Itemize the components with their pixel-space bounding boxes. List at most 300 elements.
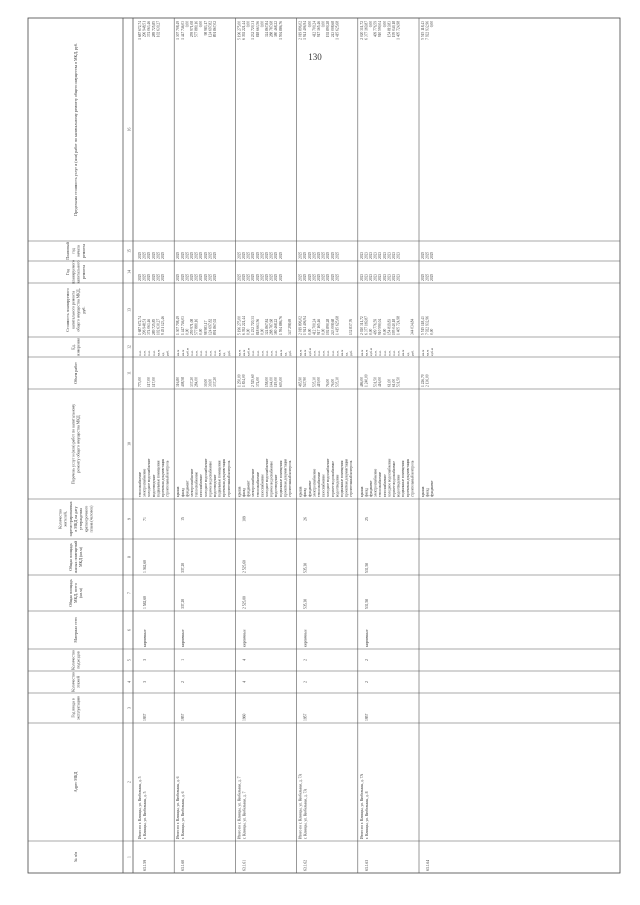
header-cell: Стоимость планируемого [65,288,71,332]
work-limit: 0,00 [260,21,265,28]
work-cost: 1 232 720,31 [251,316,256,335]
work-item: проектная документация [161,458,165,497]
capital-repair-table [28,18,620,873]
header-cell: Материал стен [73,617,78,643]
header-cell: жилых помещений [73,540,78,574]
header-cell: МКД, всего [73,583,78,603]
work-volume: 337,20 [213,377,217,387]
work-volume: 486,00 [359,377,364,387]
column-number: 4 [127,681,132,683]
work-item: горячее водоснабжение [392,461,396,497]
work-cost: 102 630,27 [156,318,161,335]
work-unit: п.м. [194,350,199,356]
row-address: г. Клинцы, ул. Кюбельвая, д. 5 [143,791,147,839]
row-floors: 2 [364,681,369,683]
row-material: кирпичные [303,629,308,647]
table-frame [28,18,620,873]
work-start-year: 2025 [246,251,251,259]
work-unit: куб.м [430,348,435,356]
work-volume: 547,90 [303,377,308,387]
work-year: 2025 [265,273,269,281]
work-cost: 5 515 118,43 [421,316,425,335]
work-start-year: 2025 [208,251,213,259]
work-start-year: 2025 [237,251,242,259]
work-cost: 374 063,46 [147,318,152,335]
header-cell: Адрес МКД [73,771,78,793]
work-unit: п.м. [147,350,152,356]
work-year: 2025 [303,273,308,281]
header-cell: утверждения [78,507,84,531]
work-item: фундамент [246,480,251,497]
work-volume: 119,00 [274,377,279,387]
work-year: 2025 [255,273,260,281]
column-number: 14 [127,270,132,274]
row-year: 1957 [364,713,369,721]
column-number: 7 [127,592,132,594]
work-unit: кв.м [242,349,246,356]
work-limit: 910 590,04 [378,21,383,38]
work-start-year: 2023 [364,251,369,259]
work-limit: 243 008,68 [330,21,335,38]
row-entrances: 2 [303,659,308,661]
work-limit: 0,00 [199,21,204,28]
row-address: г. Клинцы, ул. Кюбельвая, д. 8 [364,791,369,839]
work-limit: 0,00 [382,21,387,28]
work-year: 2025 [421,273,425,281]
work-item: водоотведение [335,474,340,497]
work-cost: 98 983,17 [203,320,208,335]
row-total-label: Итого по г. Клинцы, ул. Кюбельвая, д. 7А [359,773,364,839]
work-start-year: 2025 [335,251,340,259]
work-start-year: 2025 [298,251,303,259]
work-cost: 344 034,84 [410,318,415,335]
header-cell: жителей, [62,511,68,527]
column-number: 8 [127,556,132,558]
work-item: газоснабжение [321,474,326,497]
header-cell: (кв.м) [78,587,84,599]
row-residents: 71 [143,517,147,521]
work-volume: 284,00 [194,377,199,387]
row-entrances: 3 [143,659,147,661]
work-limit: 296 948,51 [142,21,147,38]
column-number: 2 [127,781,132,783]
work-item: холодное водоснабжение [387,458,392,497]
row-id: 63.1.61 [242,859,247,871]
work-start-year: 2025 [194,251,199,259]
work-cost: 154 819,83 [387,318,392,335]
header-cell: в МКД на дату [73,506,78,532]
work-year: 2025 [326,273,331,281]
work-unit: п.м. [251,350,256,356]
column-number: 10 [127,442,132,446]
column-number: 1 [127,856,132,858]
work-limit: 577 880,16 [194,21,199,38]
work-item: горячее водоснабжение [330,461,335,497]
work-year: 2025 [138,273,142,281]
work-limit: 195 040,18 [392,21,396,38]
row-area-living: 535,30 [303,562,308,573]
work-cost: 296 948,51 [142,318,147,335]
header-cell: Предельная стоимость услуг и (или) работ по капитальному ремонту общего имущества в МКД, руб. [73,43,78,216]
work-unit: кв.м [340,349,344,356]
row-material: кирпичные [181,629,186,647]
work-start-year: 2025 [321,251,326,259]
work-year: 2025 [246,273,251,281]
header-cell: Перечень услуг и (или) работ по капитальному [70,403,76,485]
work-unit: руб. [410,350,415,356]
work-year: 2025 [151,273,156,281]
row-total-label: Итого по г. Клинцы, ул. Кюбельвая, д. 6 [176,776,181,839]
work-year: 2025 [321,273,326,281]
work-cost: 259 971,08 [190,318,194,335]
work-start-year: 2023 [396,251,401,259]
work-unit: кв.м [217,349,222,356]
work-item: проектная документация [405,458,410,497]
work-item: крыша [359,486,364,497]
work-cost: 1 405 724,98 [396,316,401,335]
work-volume: 61,00 [392,378,396,387]
row-material: кирпичные [242,629,247,647]
work-start-year: 2025 [156,251,161,259]
work-limit: 6 377 169,87 [364,21,369,40]
work-item: электроснабжение [190,468,194,497]
work-unit: п.м. [265,350,269,356]
work-year: 2025 [203,273,208,281]
row-floors: 2 [303,681,308,683]
work-year: 2025 [278,273,283,281]
work-limit: 380 468,22 [274,21,279,38]
work-volume: 465,90 [298,377,303,387]
work-year: 2025 [199,273,204,281]
work-item: холодное водоснабжение [326,458,331,497]
row-address: г. Клинцы, ул. Кюбельвая, д. 7 [242,791,247,839]
work-cost: 289 725,85 [151,318,156,335]
row-residents: 15 [181,517,186,521]
work-volume: 1 226,70 [421,374,425,387]
row-id: 63.1.63 [364,859,369,871]
work-unit: п.м. [142,350,147,356]
work-cost: 891 867,02 [213,318,217,335]
work-item: подвальные помещения [217,460,222,497]
work-unit: ед. [161,351,165,356]
work-limit: 324 867,84 [265,21,269,38]
work-unit: п.м. [151,350,156,356]
work-item: теплоснабжение [317,471,321,497]
header-cell: Плановый [65,242,71,260]
work-item: водоотведение [213,474,217,497]
work-volume: 76,00 [330,378,335,387]
work-year: 2025 [237,273,242,281]
work-item: водоотведение [396,474,401,497]
work-start-year: 2025 [425,251,430,259]
work-unit: п.м. [213,350,217,356]
work-unit: п.м. [274,350,279,356]
work-volume: 2 525,60 [251,374,256,387]
work-volume: 1 834,00 [242,374,246,387]
work-start-year: 2025 [312,251,317,259]
work-item: подвальные помещения [156,460,161,497]
work-year: 2025 [312,273,317,281]
work-item: крыша [298,486,303,497]
work-item: электроснабжение [251,468,256,497]
work-unit: п.м. [138,350,142,356]
work-unit: п.м. [335,350,340,356]
row-residents: 25 [364,517,369,521]
work-volume: 535,30 [312,377,317,387]
work-volume: 374,00 [255,377,260,387]
work-unit: кв.м [180,349,185,356]
row-entrances: 4 [242,659,247,661]
work-unit: руб. [349,350,354,356]
header-cell: ремонта [80,243,86,259]
work-year: 2025 [430,273,435,281]
work-start-year: 2025 [203,251,208,259]
work-cost: 1 687 672,74 [138,316,142,335]
row-residents: 26 [303,517,308,521]
work-limit: 288 787,68 [269,21,274,38]
row-id: 63.1.60 [181,859,186,871]
work-cost: 0,00 [369,328,373,335]
row-id: 63.1.64 [426,859,430,871]
work-unit: кв.м [176,349,181,356]
work-start-year: 2025 [190,251,194,259]
work-limit: 1 307 708,49 [176,21,181,40]
work-start-year: 2023 [387,251,392,259]
work-year: 2025 [307,273,312,281]
work-year: 2025 [260,273,265,281]
work-year: 2025 [208,273,213,281]
work-volume: 144,00 [269,377,274,387]
work-cost: 0,00 [199,328,204,335]
row-id: 63.1.59 [143,859,147,871]
header-cell: краткосрочного [83,505,89,533]
work-item: электроснабжение [373,468,378,497]
work-unit: п.м. [260,350,265,356]
work-unit: п.м. [199,350,204,356]
work-volume: 337,20 [190,377,194,387]
work-cost: 1 941 406,94 [303,316,308,335]
work-volume: 535,30 [335,377,340,387]
header-cell: МКД (кв.м) [78,547,84,567]
work-limit: 412 700,24 [312,21,317,38]
work-start-year: 2025 [151,251,156,259]
work-limit: 289 725,85 [151,21,156,38]
work-cost: 324 867,84 [265,318,269,335]
work-limit: 124 697,82 [208,21,213,38]
work-item: фасад [242,488,246,497]
work-unit: п.м. [378,350,383,356]
work-start-year: 2023 [359,251,364,259]
header-cell: № п/п [73,851,78,863]
work-unit: п.м. [317,350,321,356]
work-limit: 7 922 932,96 [425,21,430,40]
work-year: 2025 [190,273,194,281]
work-year: 2025 [242,273,246,281]
work-year: 2023 [382,273,387,281]
work-volume: 531,50 [373,377,378,387]
header-cell: Год [65,269,71,275]
work-cost: 577 880,16 [194,318,199,335]
work-item: холодное водоснабжение [265,458,269,497]
row-area-total: 535,30 [303,598,308,609]
work-volume: 30,00 [203,378,208,387]
header-cell: измерения [75,338,81,356]
work-item: газоснабжение [199,474,204,497]
work-cost: 243 008,68 [330,318,335,335]
work-volume: 1 250,00 [237,374,242,387]
header-cell: руб. [80,306,86,314]
column-number: 5 [127,659,132,661]
work-cost: 2 019 896,02 [298,316,303,335]
work-item: электроснабжение [312,468,317,497]
work-cost: 0,00 [307,328,312,335]
column-number: 15 [127,249,132,253]
work-volume: 2 136,00 [425,374,430,387]
work-item: фасад [364,488,369,497]
work-volume: 531,50 [396,377,401,387]
header-cell: Количество [70,672,76,692]
work-start-year: 2025 [303,251,308,259]
work-cost: 6 392 221,44 [242,316,246,335]
work-unit: ед. [405,351,410,356]
work-limit: 0,00 [321,21,326,28]
row-address: г. Клинцы, ул. Кюбельвая, д. 6 [181,791,186,839]
work-item: строительный контроль [165,460,170,497]
header-cell: Общая площадь [67,579,73,607]
work-start-year: 2025 [213,251,217,259]
work-year: 2025 [298,273,303,281]
work-year: 2025 [317,273,321,281]
work-cost: 1 415 625,68 [335,316,340,335]
work-start-year: 2025 [265,251,269,259]
work-item: теплоснабжение [138,471,142,497]
work-item: горячее водоснабжение [269,461,274,497]
work-item: фасад [303,488,308,497]
work-start-year: 2025 [142,251,147,259]
row-floors: 4 [242,681,247,683]
header-cell: год [70,248,76,254]
work-limit: 0,00 [369,21,373,28]
work-limit: 5 196 275,00 [237,21,242,40]
header-cell: общего имущества МКД, [75,288,81,332]
row-material: кирпичные [364,629,369,647]
work-cost: 818 663,56 [255,318,260,335]
work-item: строительный контроль [349,460,354,497]
work-year: 2025 [156,273,161,281]
work-start-year: 2025 [421,251,425,259]
work-start-year: 2025 [242,251,246,259]
header-cell: начала [75,245,81,257]
work-start-year: 2023 [369,251,373,259]
row-material: кирпичные [143,629,147,647]
work-unit: кв.м [278,349,283,356]
work-unit: п.м. [312,350,317,356]
work-year: 2023 [387,273,392,281]
work-limit: 6 392 221,44 [242,21,246,40]
work-start-year: 2025 [330,251,335,259]
work-item: подвальные помещения [278,460,283,497]
work-volume: 117,00 [147,377,152,387]
work-limit: 5 515 118,43 [421,21,425,40]
work-unit: куб.м [369,348,373,356]
work-unit: п.м. [373,350,378,356]
work-cost: 0,00 [321,328,326,335]
work-item: проектная документация [283,458,288,497]
work-start-year: 2025 [278,251,283,259]
row-residents: 109 [242,516,247,522]
work-cost: 132 837,76 [349,318,354,335]
work-year: 2025 [335,273,340,281]
work-limit: 1 232 720,31 [251,21,256,40]
header-cell: Год ввода в [70,698,76,718]
work-start-year: 2025 [251,251,256,259]
work-item: фасад [425,488,430,497]
row-area-total: 1 582,60 [143,596,147,609]
column-number: 16 [127,127,132,132]
column-number: 6 [127,629,132,631]
work-limit: 192 890,28 [326,21,331,38]
work-volume: 1 240,00 [364,374,369,387]
work-start-year: 2023 [378,251,383,259]
work-limit: 1 594 886,76 [278,21,283,40]
work-year: 2023 [369,273,373,281]
work-unit: п.м. [382,350,387,356]
row-total-label: Итого по г. Клинцы, ул. Кюбельвая, д. 5 [138,776,142,839]
work-cost: 2 020 311,72 [359,316,364,335]
column-number: 13 [127,308,132,312]
row-total-label: Итого по г. Клинцы, ул. Кюбельвая, д. 7А [298,773,303,839]
row-area-total: 531,50 [364,598,369,609]
work-unit: руб. [288,350,292,356]
work-limit: 98 983,17 [203,21,208,36]
work-cost: 6 377 169,87 [364,316,369,335]
header-cell: ремонта [80,264,86,280]
work-unit: п.м. [208,350,213,356]
work-limit: 0,00 [185,21,190,28]
work-cost: 0,00 [382,328,387,335]
work-item: строительный контроль [410,460,415,497]
work-start-year: 2025 [176,251,181,259]
work-unit: п.м. [387,350,392,356]
work-item: крыша [237,486,242,497]
work-cost: 192 890,28 [326,318,331,335]
work-volume: 419,00 [317,377,321,387]
work-start-year: 2025 [161,251,165,259]
work-start-year: 2025 [199,251,204,259]
work-unit: кв.м [156,349,161,356]
work-year: 2025 [425,273,430,281]
work-unit: кв.м [425,349,430,356]
work-start-year: 2025 [138,251,142,259]
work-limit: 1 415 625,68 [335,21,340,40]
work-limit: 2 020 311,72 [359,21,364,40]
work-limit: 1 447 746,03 [180,21,185,40]
work-start-year: 2023 [392,251,396,259]
work-year: 2025 [176,273,181,281]
work-item: газоснабжение [382,474,387,497]
header-cell: плана (человек) [88,505,94,533]
work-unit: куб.м [246,348,251,356]
row-id: 63.1.62 [303,859,308,871]
work-item: подвальные помещения [401,460,406,497]
work-volume: 117,00 [151,377,156,387]
work-item: фасад [180,488,185,497]
work-start-year: 2025 [317,251,321,259]
work-cost: 409 776,59 [373,318,378,335]
work-item: проектная документация [344,458,349,497]
work-start-year: 2025 [307,251,312,259]
header-cell: этажей [75,676,81,688]
